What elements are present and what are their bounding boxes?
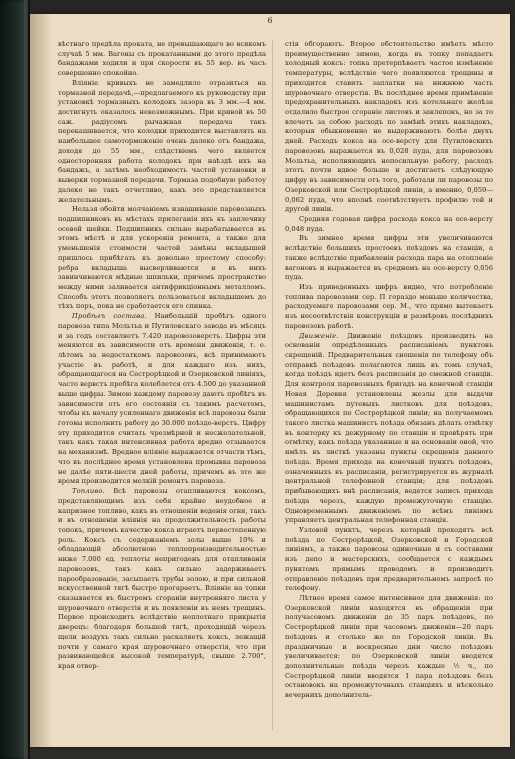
column-gutter bbox=[272, 40, 273, 730]
right-text-column bbox=[285, 40, 493, 740]
paragraph bbox=[285, 283, 493, 332]
paragraph-text: Изъ приведенныхъ цифръ видно, что потребленіе топлива паровозами сер. П гораздо меньше количества, расходуемаго паровозами сер. М., что прямо вытекаетъ изъ несоотвѣтствія конструкціи и размѣровъ послѣднихъ паровозовъ работѣ. bbox=[285, 282, 493, 330]
page-gutter-shadow bbox=[30, 14, 52, 747]
paragraph-text: стія обгораютъ. Второе обстоятельство имѣетъ мѣсто преимущественно зимою, когда въ топку попадаетъ холодный коксъ: топка претерпѣваетъ частое измѣненіе температуры, вслѣдствіе чего появляются трещины и приходится ставить заплатки на нижнюю часть шуровочнаго отверстія. Въ послѣднее время примѣненіе предохранительныхъ накладокъ изъ котельнаго желѣза отдалило быстрое сгораніе листовъ и заклепокъ, но за то влечетъ за собою расходъ по замѣнѣ этихъ накладокъ, которыя обыкновенно не выдерживаютъ болѣе двухъ дней. Расходъ кокса на осе-версту для Путиловскихъ паровозовъ выражается въ 0,028 пуда, для паровозовъ Мольтьа, исполняющихъ непосильную работу, расходъ этотъ почти вдвое больше и достигаетъ слѣдующую цифру въ зависимости отъ того, работали ли паровозы по Озерковской или Сестрорѣцкой линіи, а именно, 0,059—0,062 пуда, что вполнѣ соотвѣтствуетъ профилю той и другой линіи. bbox=[285, 40, 493, 214]
paragraph-text: Нельзя обойти молчаніемъ изнашиваніе паровозныхъ подшипниковъ въ мѣстахъ прилеганія ихъ къ заплечику осевой шейки. Подшипникъ сильно вырабатывается въ этомъ мѣстѣ и для ускоренія ремонта, а также для уменьшенія стоимости частой замѣны вкладышей пришлось прибѣгать къ довольно простому способу: ребра вкладыша высверливаются и въ нихъ завинчиваются мѣдные шпильки, причемъ пространство между ними заливается антифрикціоннымъ металломъ. Способъ этотъ позволяетъ пользоваться вкладышемъ до тѣхъ поръ, пока не сработается его спинка. bbox=[58, 205, 266, 311]
paragraph-text: Движеніе поѣздовъ производить на основаніи опредѣленныхъ расписаніемъ пунктовъ скрещеній. Предварительныя сношенія по телефону объ отправкѣ поѣздовъ полагаются лишь въ томъ случаѣ, когда поѣздъ идетъ безъ расписанія до смежной станціи. Для контроля паровозныхъ бригадъ на конечной станціи Новая Деревня установлены жезлы для выдачи машинистамъ путевыхъ листковъ для поѣздовъ, обращающихся по Сестрорѣцкой линіи; на получаемомъ такого листка машинистъ поѣзда обязанъ дѣлать отмѣтку въ конторку къ дежурному по станціи и провѣрять при отмѣтку, какъ поѣзда указанные и на основаніи оной, что имѣлъ въ листкѣ указаны пункты скрещенія данного поѣзда. Время прихода на конечный пунктъ поѣздовъ, означенныхъ въ расписаніи, регистрируется въ журналѣ центральной телефонной станціи; для поѣздовъ прибывающихъ внѣ расписанія, ведется записъ прихода поѣзда черезъ, каждую промежуточную станцію. Одновременнымъ движеніемъ по всѣмъ линіямъ управляетъ центральная телефонная станція. bbox=[285, 331, 493, 525]
paragraph bbox=[285, 332, 493, 526]
paragraph-text: Въ зимнее время цифры эти увеличиваются вслѣдствіе большихъ простоевъ поѣздовъ на станціи, а также вслѣдствіе прибавленія расхода пара на отопленіе вагоновъ и выражается въ среднемъ на осе-версту 0,056 пуда. bbox=[285, 234, 493, 282]
paragraph bbox=[285, 234, 493, 283]
paragraph bbox=[285, 215, 493, 234]
paragraph bbox=[58, 312, 266, 487]
paragraph bbox=[58, 40, 266, 79]
paragraph-text: Лѣтнее время самое интенсивное для движенія: по Озерковской линіи находятся въ обращеніи при получасовомъ движеніи до 35 паръ поѣздовъ, по Сестрорѣцкой линіи при часовомъ движеніи—20 паръ поѣздовъ и столько же по Городской линіи. Въ праздничные и воскресные дни число поѣздовъ увеличивается: по Озерковской линіи вводятся дополнительные поѣзда черезъ каждые ½ ч., по Сестрорѣцкой линіи вводятся 1 пара поѣздовъ безъ остановокъ на промежуточныхъ станціяхъ и нѣсколько вечернихъ дополнитель- bbox=[285, 593, 493, 700]
paragraph-lead: Движеніе. bbox=[299, 331, 339, 340]
paragraph-lead: Пробѣгъ состава. bbox=[72, 312, 147, 321]
page-number: 6 bbox=[267, 16, 273, 25]
paragraph bbox=[285, 526, 493, 594]
paragraph bbox=[58, 205, 266, 312]
paragraph bbox=[58, 79, 266, 205]
paragraph bbox=[285, 594, 493, 701]
paragraph-text: Узловой пунктъ, черезъ который проходятъ всѣ поѣзда по Сестрорѣцкой, Озерковской и Городской линіямъ, а также паровозы одиночные и съ составами изъ депо и мастерскихъ, сообщается с каждымъ пунктомъ прямымъ проводомъ и производитъ отправленіе поѣздовъ при предварительномъ запросѣ по телефону. bbox=[285, 525, 493, 593]
binding-edge bbox=[24, 0, 28, 759]
paragraph-text: Наибольшій пробѣгъ одного паровоза типа Мольтьа и Путиловскаго завода въ мѣсяцъ и за годъ составляетъ 7.420 паровозоверстъ. Цифры эти меняются въ зависимости отъ времени движенія, т. е. лѣтомъ за недостаткомъ паровозовъ, всѣ принимаютъ участіе въ работѣ, и для каждаго изъ нихъ, обращающагося на Сестрорѣцкой и Озерковской линіяхъ, часто вервстъ пробѣга колеблется отъ 4.500 до указанной выше цифры. Зимою каждому паровозу даютъ пробѣгъ въ зависимости отъ его состоянія съ такимъ расчетомъ, чтобы къ началу усиленнаго движенія всѣ паровозы были готовы исполнить работу до 30.000 поѣздо-верстъ. Цифру эту приходится считать чрезмѣрной и несжелательной, такъ какъ такая интенсивная работа вредно отзывается на механизмѣ. Вредное вліяніе выражается отчасти тѣмъ, что въ послѣднее время установлена промывка паровоза не далѣе пяти-шести дней работы, причемъ въ это же время производится мелкій ремонтъ паровоза. bbox=[58, 312, 266, 486]
paragraph-text: вѣстнаго предѣла проката, не превышающаго во всякомъ случаѣ 5 мм. Вагоны съ прокатанными до этого предѣла бандажами ходили и при скорости въ 55 вер. въ часъ совершенно спокойно. bbox=[58, 40, 266, 78]
left-text-column bbox=[58, 40, 266, 740]
paragraph-lead: Топливо. bbox=[72, 487, 106, 496]
paragraph bbox=[58, 487, 266, 672]
paragraph-text: Вліяніе кривыхъ не замедлило отразиться на тормазной передачѣ,—предлагаемого къ руководству при установкѣ тормазныхъ колодокъ зазора въ 3 мм.—4 мм. достигнуть оказалось невозможнымъ. При кривой въ 50 саж. радіусомъ рычажная передача такъ перекашивается, что колодки приходится выставлять на наибольшее самоторможеніе очень далеко отъ бандажа, доходя до 55 мм., слѣдствіемъ чего является односторонняя работа колодокъ при наѣздѣ ихъ на бандажъ, а затѣмъ необходимость частой установки и выверки тормазной передачи. Тормаза подобную работоу далеко не такъ отчетливо, какъ это представляется желательнымъ. bbox=[58, 78, 266, 204]
paragraph-text: Всѣ паровозы отапливаются коксомъ, представляющимъ изъ себя крайне неудобное и капризное топливо, какъ въ отношеніи веденія огня, такъ и въ отношеніи вліянія на продолжительность работы топокъ, причемъ качество кокса играетъ первостепенную роль. Коксъ съ содержаніемъ золы выше 10% и обладающій абсолютною теплопроизводительностью ниже 7.000 ед. теплоты непригоденъ для отапливанія паровозовъ, такъ какъ сильно задерживаетъ парообразованіе, засыпаетъ трубы золою, и при сильной искусственной тягѣ быстро прогараетъ. Вліяніе на топки сказывается въ быстромъ сгораніи внутренняго листа у шуровочнаго отверстія и въ появленіи въ немъ трещинъ. Первое происходитъ вслѣдствіе неплотнаго прикрытія дверецъ: благодаря большой тягѣ, проходящій черезъ щели воздухъ такъ сильно раскаляетъ коксъ, лежащій почти у самаго края шуровочнаго отверстія, что при развивающейся высокой температурѣ, свыше 2.700°, края отвер- bbox=[58, 487, 266, 670]
paragraph bbox=[285, 40, 493, 215]
paragraph-text: Средняя годовая цифра расхода кокса на осе-версту 0,048 пуда. bbox=[285, 214, 493, 233]
